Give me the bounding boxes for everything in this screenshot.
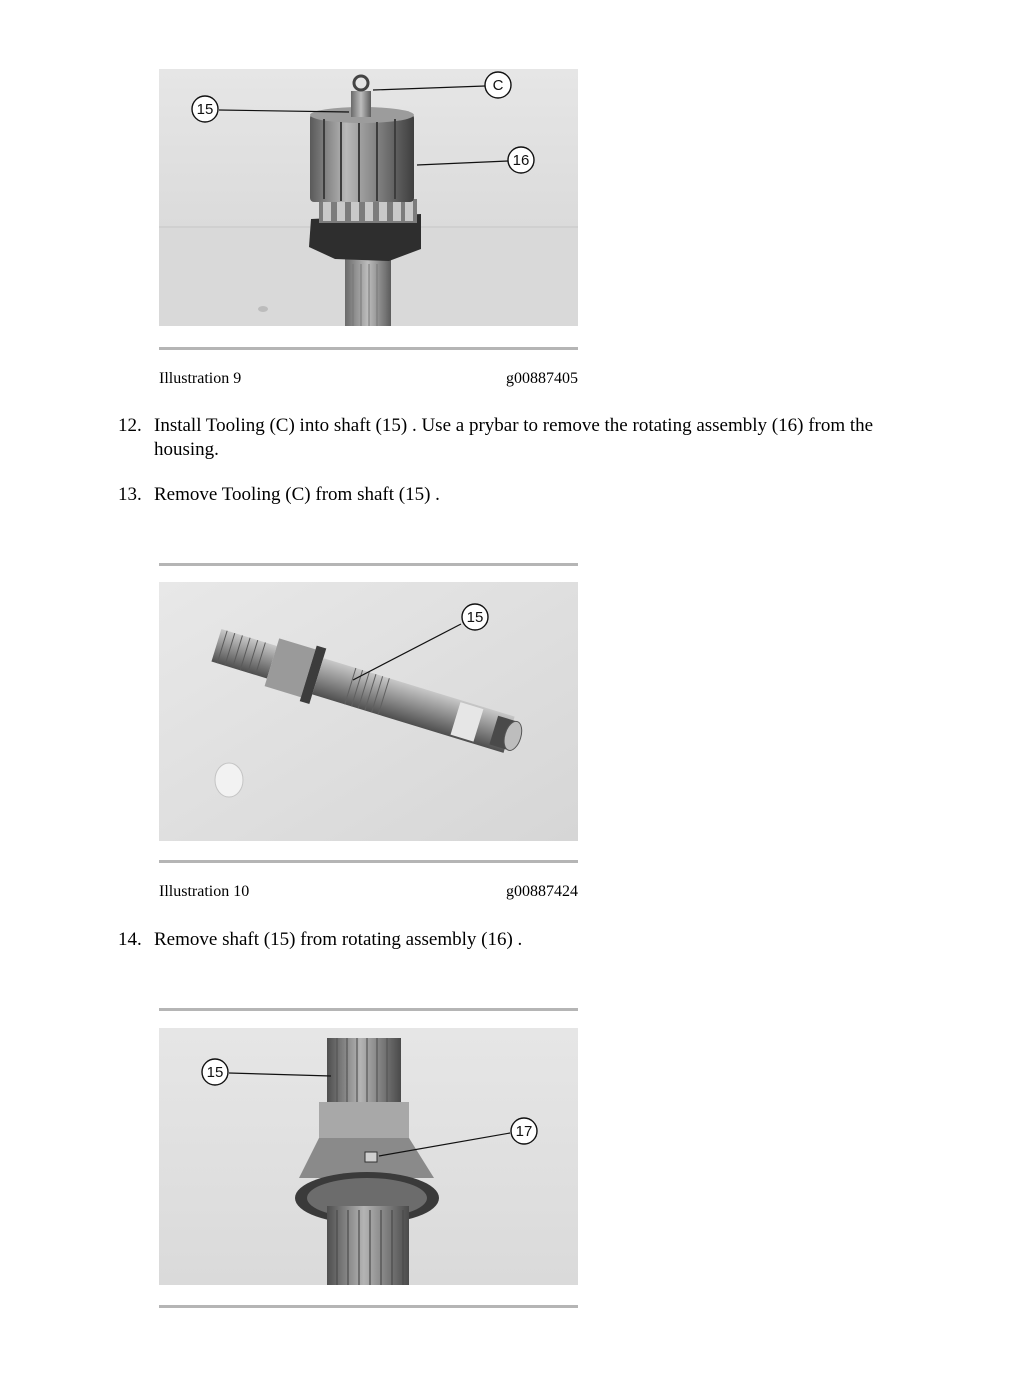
step-13-text: Remove Tooling (C) from shaft (15) . [154, 484, 440, 505]
callout-17: 17 [515, 1123, 533, 1140]
step-13 [118, 483, 918, 507]
step-12-number: 12. [118, 415, 142, 436]
illustration-9-caption [159, 370, 578, 388]
illustration-9-photo [159, 69, 578, 326]
callout-15: 15 [206, 1064, 224, 1081]
step-14 [118, 928, 918, 952]
illustration-10-label: Illustration 10 [159, 883, 250, 900]
callout-15: 15 [466, 609, 484, 626]
illustration-11-photo [159, 1028, 578, 1285]
illustration-10-caption [159, 883, 578, 901]
illustration-10-code: g00887424 [506, 883, 578, 900]
illustration-10-photo [159, 582, 578, 841]
illustration-9-code: g00887405 [506, 370, 578, 387]
illustration-9-label: Illustration 9 [159, 370, 242, 387]
callout-c: C [492, 77, 504, 94]
illustration-9-divider [159, 347, 578, 350]
illustration-11-top-divider [159, 1008, 578, 1011]
illustration-10-divider [159, 860, 578, 863]
callout-15: 15 [196, 101, 214, 118]
step-12 [118, 414, 918, 462]
step-14-number: 14. [118, 929, 142, 950]
illustration-11-divider [159, 1305, 578, 1308]
step-12-text: Install Tooling (C) into shaft (15) . Use a prybar to remove the rotating assembly (16) from the housing. [154, 415, 874, 460]
step-14-text: Remove shaft (15) from rotating assembly (16) . [154, 929, 523, 950]
illustration-10-top-divider [159, 563, 578, 566]
step-13-number: 13. [118, 484, 142, 505]
callout-16: 16 [512, 152, 530, 169]
